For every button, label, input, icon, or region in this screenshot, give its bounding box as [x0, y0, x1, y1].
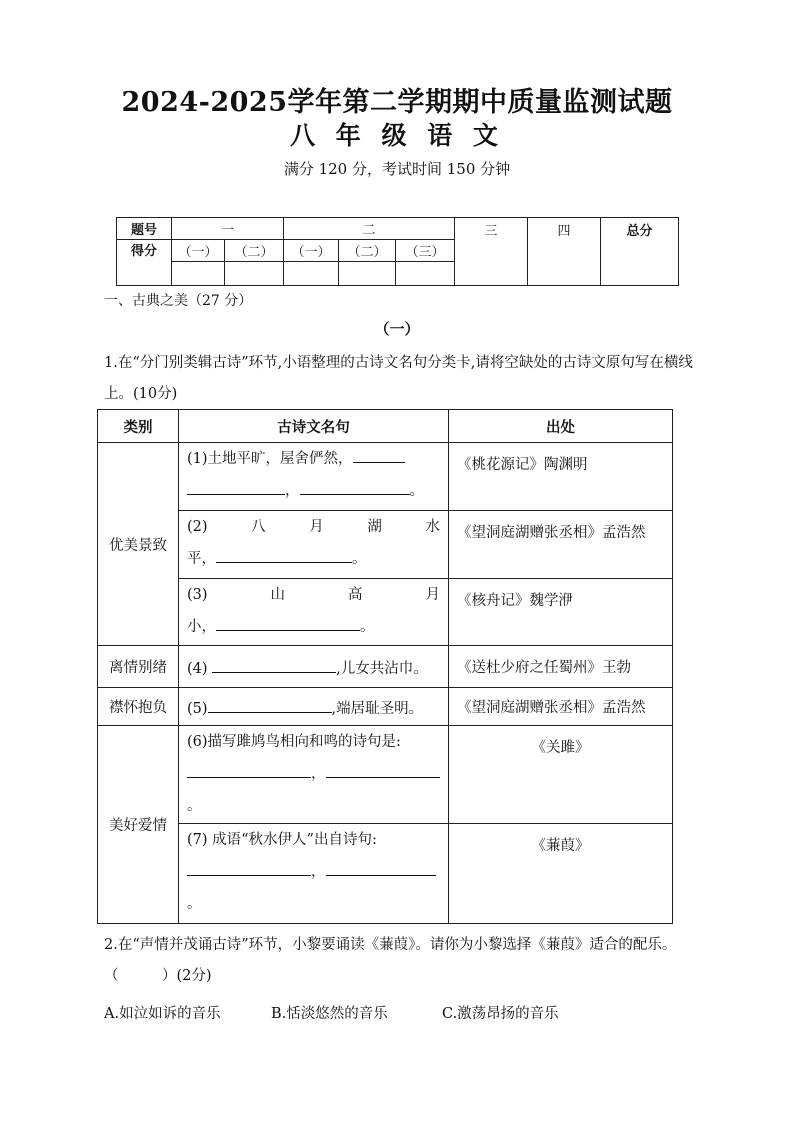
score-row-label: 得分	[117, 240, 172, 286]
item-7-lead: (7) 成语“秋水伊人”出自诗句:	[187, 832, 377, 848]
answer-blank[interactable]	[326, 761, 440, 778]
question-2-options	[104, 1002, 559, 1023]
option-c[interactable]: C.激荡昂扬的音乐	[442, 1006, 559, 1022]
score-header-4: 四	[528, 218, 601, 286]
answer-blank[interactable]	[300, 478, 410, 495]
item-2-w4: 水	[425, 519, 440, 535]
poem-item-7	[179, 824, 449, 924]
score-table	[116, 217, 679, 286]
source-3: 《核舟记》魏学洢	[449, 579, 673, 646]
answer-blank[interactable]	[212, 656, 336, 673]
score-cell[interactable]	[339, 262, 396, 286]
score-cell[interactable]	[396, 262, 455, 286]
source-1: 《桃花源记》陶渊明	[449, 443, 673, 511]
item-7-end: 。	[187, 896, 202, 912]
item-2-end: 。	[352, 551, 367, 567]
score-cell[interactable]	[284, 262, 339, 286]
score-cell[interactable]	[225, 262, 284, 286]
answer-blank[interactable]	[187, 761, 311, 778]
category-love: 美好爱情	[98, 726, 179, 924]
item-1-lead: (1)土地平旷，屋舍俨然，	[187, 451, 353, 467]
question-2-text: 2.在“声情并茂诵古诗”环节，小黎要诵读《蒹葭》。请你为小黎选择《蒹葭》适合的配乐。（ ）(2分)	[104, 937, 677, 984]
poem-item-6	[179, 726, 449, 824]
option-a[interactable]: A.如泣如诉的音乐	[104, 1006, 221, 1022]
option-b[interactable]: B.恬淡悠然的音乐	[271, 1006, 388, 1022]
exam-meta: 满分 120 分，考试时间 150 分钟	[283, 160, 511, 178]
score-sub-2-3: （三）	[396, 240, 455, 262]
item-7-sep: ，	[311, 864, 326, 880]
item-3-w3: 月	[425, 587, 440, 603]
category-farewell: 离情别绪	[98, 646, 179, 688]
category-scenery: 优美景致	[98, 443, 179, 646]
poem-header-source: 出处	[449, 410, 673, 443]
score-cell[interactable]	[172, 262, 225, 286]
poem-item-2	[179, 511, 449, 579]
question-1-text: 1.在“分门别类辑古诗”环节,小语整理的古诗文名句分类卡,请将空缺处的古诗文原句写在横线上。(10分)	[104, 355, 693, 402]
item-6-lead: (6)描写雎鸠鸟相向和鸣的诗句是:	[187, 734, 401, 750]
source-7: 《蒹葭》	[449, 824, 673, 924]
item-3-end: 。	[360, 619, 375, 635]
poem-item-1	[179, 443, 449, 511]
part-heading: （一）	[374, 320, 420, 338]
source-4: 《送杜少府之任蜀州》王勃	[449, 646, 673, 688]
score-header-total: 总分	[601, 218, 679, 286]
answer-blank[interactable]	[326, 859, 436, 876]
category-ambition: 襟怀抱负	[98, 688, 179, 726]
score-sub-1-2: （二）	[225, 240, 284, 262]
score-header-2: 二	[284, 218, 455, 240]
score-sub-2-2: （二）	[339, 240, 396, 262]
item-3-w1: 山	[270, 587, 286, 603]
poem-item-3	[179, 579, 449, 646]
answer-blank[interactable]	[187, 859, 311, 876]
item-2-w2: 月	[309, 519, 324, 535]
item-6-end: 。	[187, 798, 202, 814]
item-5-tail: ,端居耻圣明。	[331, 700, 424, 717]
section-heading: 一、古典之美（27 分）	[104, 293, 253, 309]
answer-blank[interactable]	[353, 446, 405, 463]
source-2: 《望洞庭湖赠张丞相》孟浩然	[449, 511, 673, 579]
answer-blank[interactable]	[216, 614, 360, 631]
poem-header-lines: 古诗文名句	[179, 410, 449, 443]
poem-item-5	[179, 688, 449, 726]
poem-table	[97, 409, 673, 924]
item-4-lead: (4)	[187, 660, 208, 677]
item-2-w3: 湖	[367, 519, 382, 535]
item-2-num: (2)	[187, 519, 208, 535]
item-3-tail: 小，	[187, 619, 216, 635]
item-3-num: (3)	[187, 587, 208, 603]
item-2-tail: 平，	[187, 551, 216, 567]
score-header-label: 题号	[117, 218, 172, 240]
exam-title: 2024-2025学年第二学期期中质量监测试题	[121, 87, 673, 118]
item-4-tail: ,儿女共沾巾。	[336, 660, 428, 677]
score-sub-1-1: （一）	[172, 240, 225, 262]
item-2-w1: 八	[251, 519, 266, 535]
exam-subject: 八 年 级 语 文	[290, 121, 504, 150]
score-header-3: 三	[455, 218, 528, 286]
poem-header-category: 类别	[98, 410, 179, 443]
item-3-w2: 高	[348, 587, 363, 603]
source-5: 《望洞庭湖赠张丞相》孟浩然	[449, 688, 673, 726]
source-6: 《关雎》	[449, 726, 673, 824]
answer-blank[interactable]	[208, 696, 332, 713]
item-6-sep: ，	[311, 766, 326, 782]
answer-blank[interactable]	[187, 478, 285, 495]
item-5-lead: (5)	[187, 700, 208, 717]
score-sub-2-1: （一）	[284, 240, 339, 262]
poem-item-4	[179, 646, 449, 688]
item-1-sep: ，	[285, 483, 300, 499]
item-1-end: 。	[409, 483, 424, 499]
answer-blank[interactable]	[216, 546, 352, 563]
score-header-1: 一	[172, 218, 284, 240]
